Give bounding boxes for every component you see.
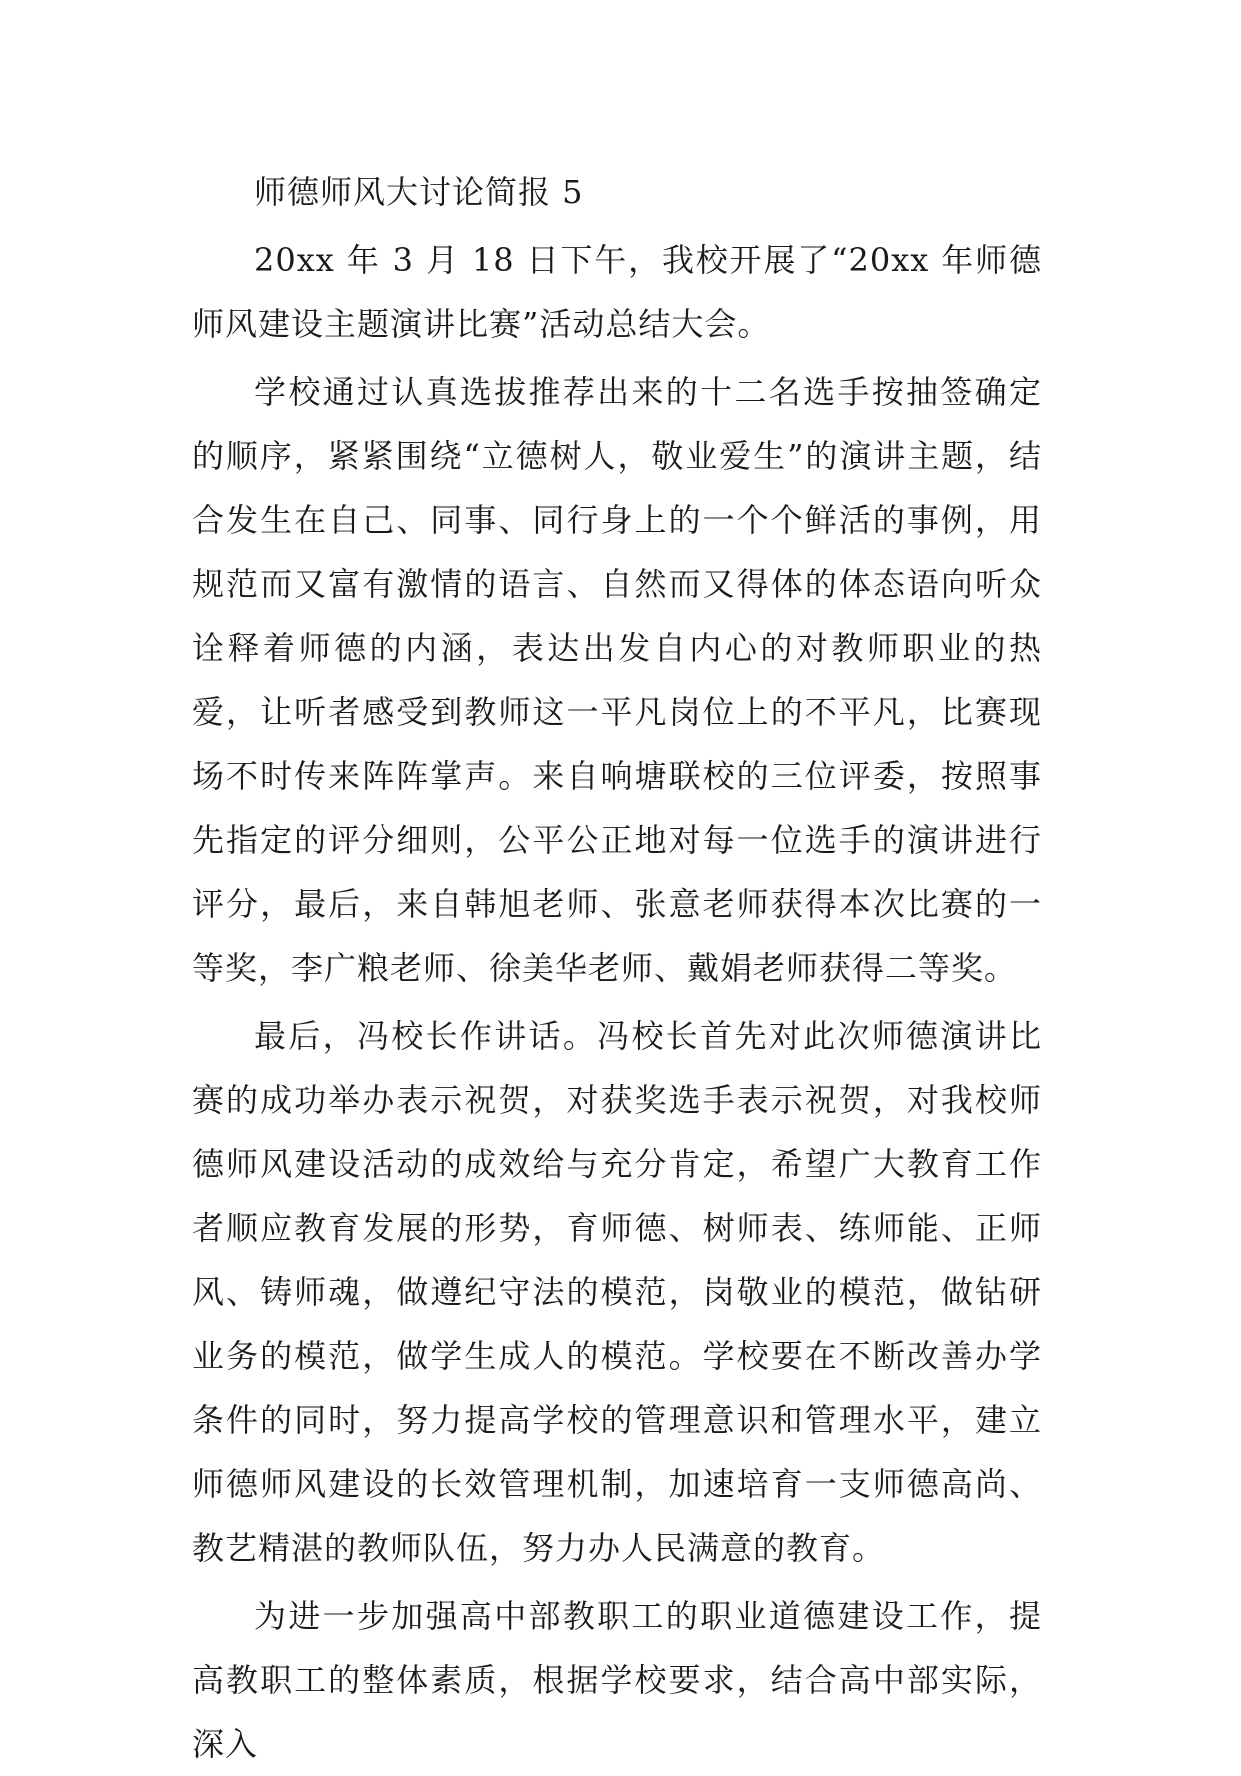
document-body bbox=[192, 160, 1042, 1776]
paragraph-4: 为进一步加强高中部教职工的职业道德建设工作，提高教职工的整体素质，根据学校要求，结合高中部实际，深入 bbox=[192, 1597, 1042, 1763]
paragraph-3: 最后，冯校长作讲话。冯校长首先对此次师德演讲比赛的成功举办表示祝贺，对获奖选手表示祝贺，对我校师德师风建设活动的成效给与充分肯定，希望广大教育工作者顺应教育发展的形势，育师德、树师表、练师能、正师风、铸师魂，做遵纪守法的模范，岗敬业的模范，做钻研业务的模范，做学生成人的模范。学校要在不断改善办学条件的同时，努力提高学校的管理意识和管理水平，建立师德师风建设的长效管理机制，加速培育一支师德高尚、教艺精湛的教师队伍，努力办人民满意的教育。 bbox=[192, 1017, 1042, 1567]
paragraph-2: 学校通过认真选拔推荐出来的十二名选手按抽签确定的顺序，紧紧围绕“立德树人，敬业爱生”的演讲主题，结合发生在自己、同事、同行身上的一个个鲜活的事例，用规范而又富有激情的语言、自然而又得体的体态语向听众诠释着师德的内涵，表达出发自内心的对教师职业的热爱，让听者感受到教师这一平凡岗位上的不平凡，比赛现场不时传来阵阵掌声。来自响塘联校的三位评委，按照事先指定的评分细则，公平公正地对每一位选手的演讲进行评分，最后，来自韩旭老师、张意老师获得本次比赛的一等奖，李广粮老师、徐美华老师、戴娟老师获得二等奖。 bbox=[192, 373, 1042, 987]
document-title: 师德师风大讨论简报 5 bbox=[254, 173, 584, 211]
paragraph-1: 20xx 年 3 月 18 日下午，我校开展了“20xx 年师德师风建设主题演讲比赛”活动总结大会。 bbox=[192, 241, 1042, 343]
